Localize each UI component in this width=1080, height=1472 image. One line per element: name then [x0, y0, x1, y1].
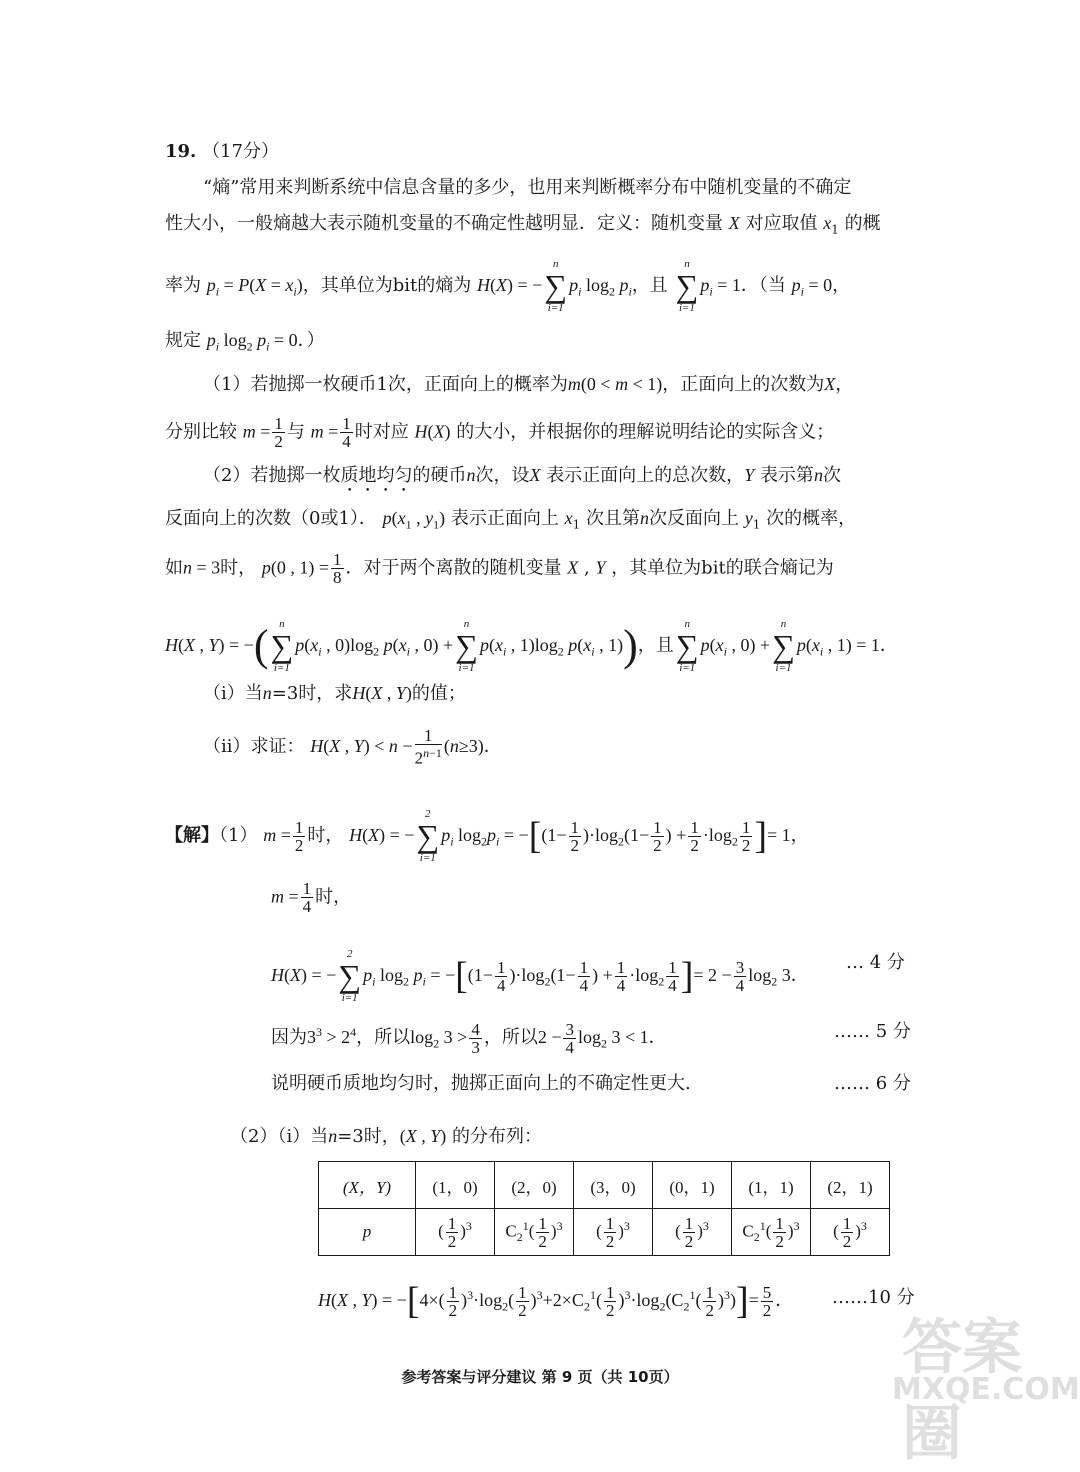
problem-points: （17分）	[202, 141, 279, 162]
table-header-cell: (X，Y)	[319, 1162, 416, 1209]
table-cell: ( $\frac{1}{2}$ )$^3$	[653, 1209, 732, 1256]
intro-line-4: 规定 $p_i$ $\log_2 p_i = 0$．）	[165, 330, 325, 354]
question-1-line-1: （1）若抛掷一枚硬币1次，正面向上的概率为m(0 < m < 1)，正面向上的次数为X，	[203, 374, 854, 395]
score-4: … 4 分	[846, 952, 905, 973]
distribution-table	[318, 1161, 890, 1256]
question-1-line-2: 分别比较 m = $\frac{1}{2}$ 与 m = $\frac{1}{4}$ 时对应 H(X) 的大小，并根据你的理解说明结论的实际含义；	[165, 414, 835, 451]
solution-entropy-quarter: H(X) = − 2 ∑ i=1 $p_i$ $\log_2 p_i = -[(1-$ $\frac{1}{4}$ )$\cdot\log_2(1-$ $\frac{1}{4}$ ) + $\frac{1}{4}$ $\cdot\log_2$ $\frac{1}{4}$ ]= 2 − $\frac{3}{4}$ $\log_2 3$．	[271, 948, 809, 1004]
problem-number: 19.	[165, 141, 197, 162]
table-cell: ( $\frac{1}{2}$ )$^3$	[416, 1209, 495, 1256]
table-header-cell: (2，1)	[811, 1162, 890, 1209]
table-header-cell: (1，0)	[416, 1162, 495, 1209]
table-header-cell: (2，0)	[495, 1162, 574, 1209]
emphasis-text: 质地均匀	[340, 465, 413, 486]
intro-line-1: “熵”常用来判断系统中信息含量的多少，也用来判断概率分布中随机变量的不确定	[203, 177, 852, 198]
sub-question-ii: （ii）求证： H(X , Y) < n − $\frac{1}{2^{n-1}}$ (n≥3)．	[203, 726, 502, 768]
solution-conclusion: 说明硬币质地均匀时，抛掷正面向上的不确定性更大.	[271, 1073, 691, 1094]
joint-entropy-result: H(X , Y) = −[4×( $\frac{1}{2}$ )$^3\cdot\log_2$( $\frac{1}{2}$ )$^3+2\times C_2^1$( $\frac{1}{2}$ )$^3\cdot\log_2(C_2^1$( $\frac{1}{2}$ )$^3$)]= $\frac{5}{2}$ ．	[318, 1280, 794, 1322]
solution-part-2: （2）（i）当n=3时，(X , Y) 的分布列：	[230, 1126, 543, 1147]
intro-line-3: 率为 $p_i = P(X = x_i)$，其单位为bit的熵为 H(X) = − n ∑ i=1 $p_i$ $\log_2 p_i$，且 n ∑ i=1 $p_i = 1$．（当 $p_i = 0$，	[165, 258, 851, 314]
intro-line-2: 性大小，一般熵越大表示随机变量的不确定性越明显．定义：随机变量 X 对应取值 $x_1$ 的概	[165, 213, 881, 237]
solution-part-1: 【解】（1） m = $\frac{1}{2}$ 时， H(X) = − 2 ∑ i=1 $p_i$ $\log_2p_i = -[(1-$ $\frac{1}{2}$ )$\cdot\log_2(1-$ $\frac{1}{2}$ ) + $\frac{1}{2}$ $\cdot\log_2$ $\frac{1}{2}$ ]= 1，	[165, 808, 809, 864]
table-cell: $C_2^1$( $\frac{1}{2}$ )$^3$	[732, 1209, 811, 1256]
score-5: …… 5 分	[834, 1021, 911, 1042]
table-row-label: p	[319, 1209, 416, 1256]
solution-comparison: 因为$3^3 > 2^4$，所以$\log_2 3$ > $\frac{4}{3}$ ，所以2 − $\frac{3}{4}$ $\log_2 3 < 1$．	[271, 1019, 667, 1057]
question-2-line-1: （2）若抛掷一枚质地均匀的硬币n次，设X 表示正面向上的总次数，Y 表示第n次	[203, 465, 841, 486]
solution-m-quarter: m = $\frac{1}{4}$ 时，	[271, 879, 352, 916]
table-header-cell: (1，1)	[732, 1162, 811, 1209]
solution-tag: 【解】	[165, 825, 219, 846]
score-6: …… 6 分	[834, 1073, 911, 1094]
table-header-cell: (0，1)	[653, 1162, 732, 1209]
page-footer: 参考答案与评分建议 第 9 页（共 10页）	[401, 1368, 679, 1386]
problem-heading	[165, 140, 279, 164]
question-2-line-3: 如n = 3时， p(0 , 1) = $\frac{1}{8}$ ．对于两个离散的随机变量 X , Y ，其单位为bit的联合熵记为	[165, 550, 834, 587]
table-cell: ( $\frac{1}{2}$ )$^3$	[574, 1209, 653, 1256]
watermark-logo	[892, 1300, 1080, 1469]
joint-entropy-formula: H(X , Y) = −( n ∑ i=1 $p(x_i$ , $0)\log_2$ $p(x_i$ , 0) + n ∑ i=1 $p(x_i$ , $1)\log_2$ $p(x_i$ , 1))，且 n ∑ i=1 $p(x_i$ , 0) + n ∑ i=1 $p(x_i$ , 1) = 1．	[165, 618, 898, 674]
watermark-url: MXQE.COM	[892, 1372, 1080, 1407]
score-10: ……10 分	[832, 1287, 915, 1308]
table-row	[319, 1209, 890, 1256]
table-cell: $C_2^1$( $\frac{1}{2}$ )$^3$	[495, 1209, 574, 1256]
question-2-line-2: 反面向上的次数（0或1）． $p(x_1$ , $y_1$) 表示正面向上 $x_1$ 次且第n次反面向上 $y_1$ 次的概率，	[165, 508, 857, 532]
table-cell: ( $\frac{1}{2}$ )$^3$	[811, 1209, 890, 1256]
sub-question-i: （i）当n=3时，求H(X , Y)的值；	[203, 683, 466, 704]
watermark-text: 答案圈	[902, 1313, 1022, 1469]
table-header-row	[319, 1162, 890, 1209]
table-header-cell: (3，0)	[574, 1162, 653, 1209]
